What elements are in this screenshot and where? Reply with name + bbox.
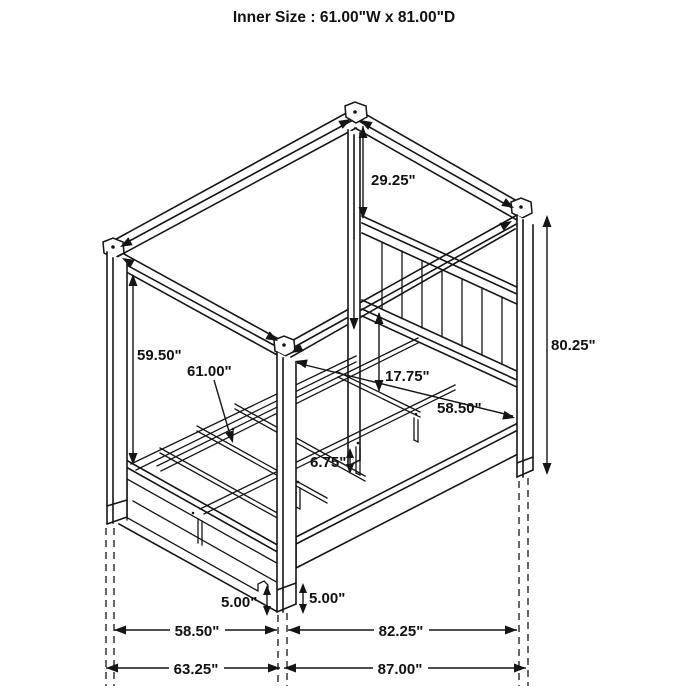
dim-overall-height xyxy=(543,215,596,475)
inner-size-corner-arrows xyxy=(118,115,516,357)
right-post xyxy=(517,215,533,477)
canopy-frame xyxy=(103,102,532,357)
support-leg xyxy=(414,418,418,442)
dim-label-footboard-width: 58.50" xyxy=(174,623,220,640)
dim-label-headboard-span: 58.50" xyxy=(437,400,482,417)
dim-row-inner xyxy=(114,620,517,640)
dim-label-overall-height: 80.25" xyxy=(551,337,596,354)
dim-row-overall xyxy=(106,658,526,678)
dim-label-headboard-to-rail: 17.75" xyxy=(385,368,430,385)
dim-left-post-height xyxy=(129,274,182,465)
dim-label-center-leg-height: 6.75" xyxy=(310,454,347,471)
dim-label-canopy-to-headboard: 29.25" xyxy=(371,172,416,189)
bed-slat xyxy=(197,426,327,503)
inner-size-title: Inner Size : 61.00"W x 81.00"D xyxy=(232,9,456,26)
footboard xyxy=(110,451,282,611)
dim-label-left-post-height: 59.50" xyxy=(137,347,182,364)
dim-canopy-to-headboard xyxy=(359,126,416,219)
drawer-divider xyxy=(198,519,202,545)
dim-label-left-clearance: 5.00" xyxy=(221,594,258,611)
dim-label-inner-width: 61.00" xyxy=(187,363,232,380)
headboard xyxy=(362,216,519,388)
bed-slat xyxy=(160,448,290,525)
left-post xyxy=(107,252,127,524)
front-post xyxy=(277,352,296,612)
dim-label-right-clearance: 5.00" xyxy=(309,590,346,607)
dim-label-siderail-span: 82.25" xyxy=(378,623,424,640)
dim-right-clearance xyxy=(299,583,345,614)
extension-lines xyxy=(106,478,528,686)
dim-left-clearance xyxy=(221,585,271,616)
dim-label-overall-depth: 87.00" xyxy=(377,661,423,678)
dim-headboard-span xyxy=(294,357,516,423)
side-rail xyxy=(296,423,518,568)
dim-label-overall-width: 63.25" xyxy=(173,661,219,678)
